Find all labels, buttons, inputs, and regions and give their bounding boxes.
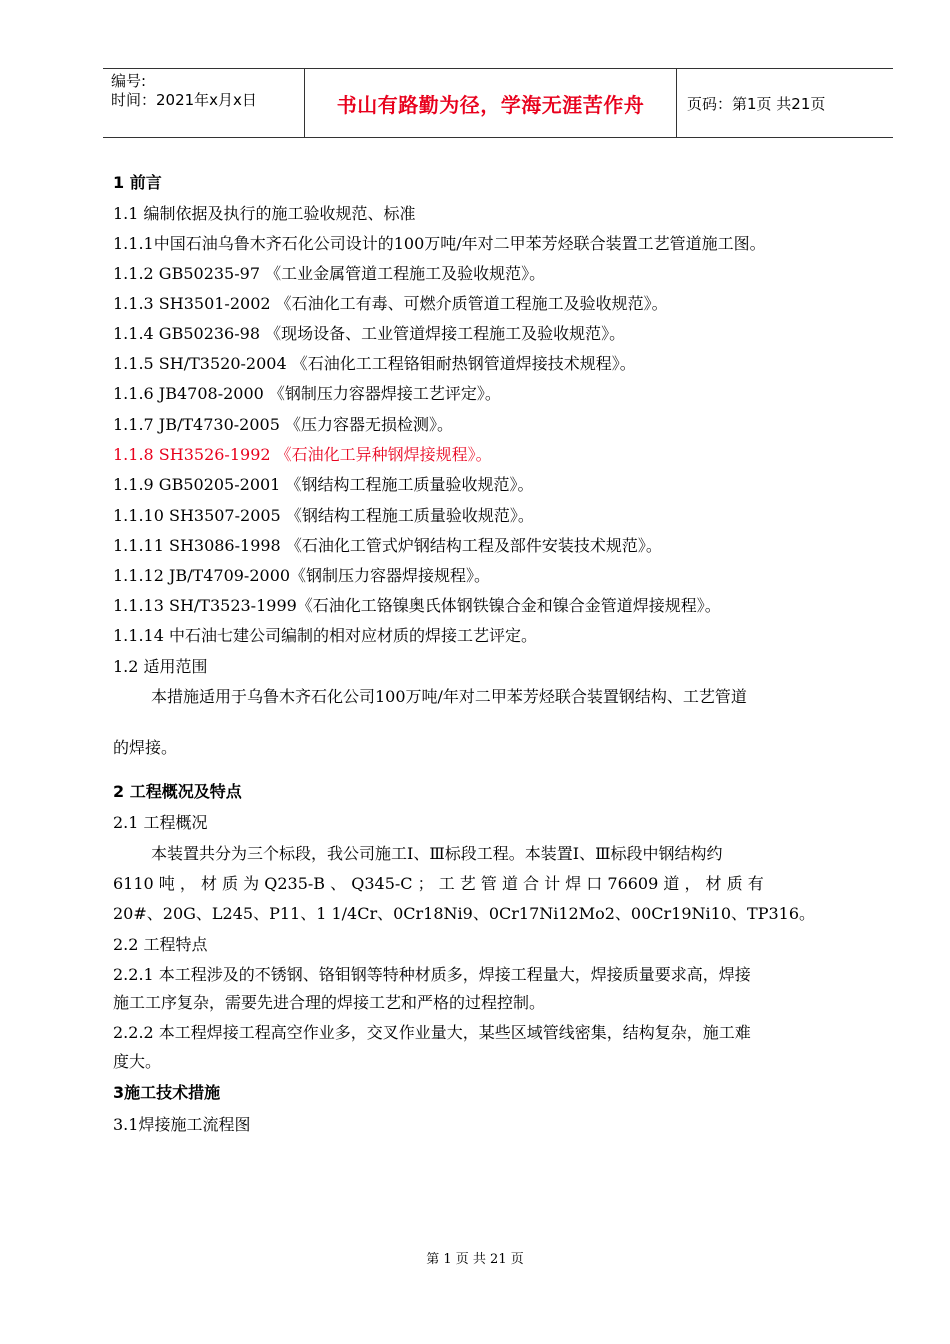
page-header [103, 68, 893, 138]
paragraph-line: 1.1.1中国石油乌鲁木齐石化公司设计的100万吨/年对二甲苯芳烃联合装置工艺管道施工图。 [113, 234, 766, 253]
footer-page-number: 第 1 页 共 21 页 [426, 1252, 524, 1267]
header-meta [103, 69, 304, 137]
paragraph-line: 2.2.1 本工程涉及的不锈钢、铬钼钢等特种材质多，焊接工程量大，焊接质量要求高，焊接 [113, 965, 751, 984]
paragraph-line: 本装置共分为三个标段，我公司施工Ⅰ、Ⅲ标段工程。本装置Ⅰ、Ⅲ标段中钢结构约 [151, 844, 723, 863]
section-heading-2: 2 工程概况及特点 [113, 782, 242, 801]
standard-item: 1.1.7 JB/T4730-2005 《压力容器无损检测》。 [113, 415, 453, 434]
paragraph-line: 20#、20G、L245、P11、1 1/4Cr、0Cr18Ni9、0Cr17Ni12Mo2、00Cr19Ni10、TP316。 [113, 904, 815, 923]
time-label: 时间：2021年x月x日 [111, 91, 257, 109]
subsection-heading: 3.1焊接施工流程图 [113, 1115, 251, 1134]
subsection-heading: 2.1 工程概况 [113, 813, 208, 832]
standard-item: 1.1.2 GB50235-97 《工业金属管道工程施工及验收规范》。 [113, 264, 546, 283]
header-motto [304, 69, 677, 137]
motto-text: 书山有路勤为径，学海无涯苦作舟 [336, 92, 645, 117]
standard-item: 1.1.11 SH3086-1998 《石油化工管式炉钢结构工程及部件安装技术规范》。 [113, 536, 662, 555]
standard-item: 1.1.10 SH3507-2005 《钢结构工程施工质量验收规范》。 [113, 506, 534, 525]
standard-item: 1.1.9 GB50205-2001 《钢结构工程施工质量验收规范》。 [113, 475, 534, 494]
standard-item: 1.1.4 GB50236-98 《现场设备、工业管道焊接工程施工及验收规范》。 [113, 324, 626, 343]
standard-item: 1.1.12 JB/T4709-2000《钢制压力容器焊接规程》。 [113, 566, 491, 585]
subsection-heading: 2.2 工程特点 [113, 935, 208, 954]
subsection-heading: 1.1 编制依据及执行的施工验收规范、标准 [113, 204, 416, 223]
standard-item: 1.1.14 中石油七建公司编制的相对应材质的焊接工艺评定。 [113, 626, 537, 645]
section-heading-3: 3施工技术措施 [113, 1083, 221, 1102]
page-info-text: 页码：第1页 共21页 [687, 94, 826, 113]
paragraph-line: 度大。 [113, 1052, 162, 1071]
standard-item-highlighted: 1.1.8 SH3526-1992 《石油化工异种钢焊接规程》。 [113, 445, 492, 464]
section-heading-1: 1 前言 [113, 173, 162, 192]
standard-item: 1.1.6 JB4708-2000 《钢制压力容器焊接工艺评定》。 [113, 384, 501, 403]
paragraph-line: 施工工序复杂，需要先进合理的焊接工艺和严格的过程控制。 [113, 993, 546, 1012]
paragraph-line: 本措施适用于乌鲁木齐石化公司100万吨/年对二甲苯芳烃联合装置钢结构、工艺管道 [151, 687, 747, 706]
serial-label: 编号: [111, 72, 147, 90]
paragraph-line: 的焊接。 [113, 738, 178, 757]
standard-item: 1.1.5 SH/T3520-2004 《石油化工工程铬钼耐热钢管道焊接技术规程》。 [113, 354, 636, 373]
header-page-info [677, 69, 893, 137]
standard-item: 1.1.3 SH3501-2002 《石油化工有毒、可燃介质管道工程施工及验收规范》。 [113, 294, 668, 313]
standard-item: 1.1.13 SH/T3523-1999《石油化工铬镍奥氏体钢铁镍合金和镍合金管道焊接规程》。 [113, 596, 721, 615]
page-footer [0, 1248, 950, 1267]
subsection-heading: 1.2 适用范围 [113, 657, 208, 676]
paragraph-line: 2.2.2 本工程焊接工程高空作业多，交叉作业量大，某些区域管线密集，结构复杂，施工难 [113, 1023, 751, 1042]
paragraph-line: 6110 吨 ， 材 质 为 Q235-B 、 Q345-C ； 工 艺 管 道 合 计 焊 口 76609 道 ， 材 质 有 [113, 874, 764, 893]
